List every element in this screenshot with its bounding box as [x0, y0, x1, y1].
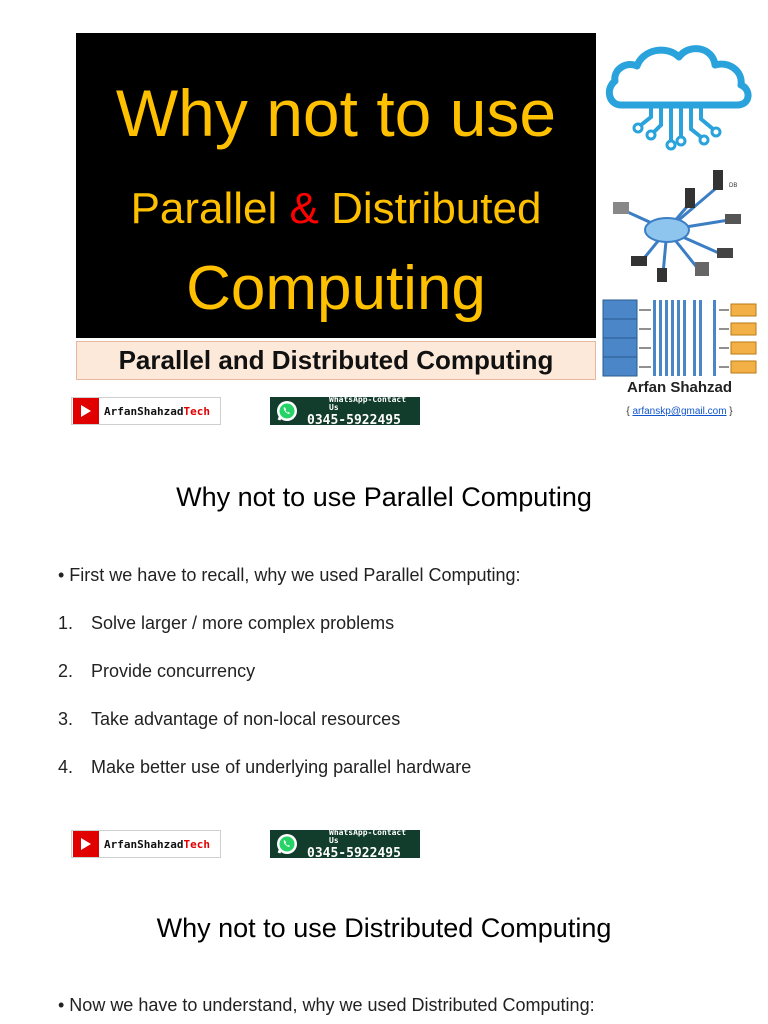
whatsapp-number: 0345-5922495 — [307, 412, 401, 428]
youtube-channel-badge[interactable] — [71, 830, 221, 858]
section2-bullet: • Now we have to understand, why we used Distributed Computing: — [58, 995, 595, 1015]
youtube-name-part2: Tech — [183, 404, 210, 418]
list-item-number: 3. — [58, 709, 74, 729]
email-open-brace: { — [626, 406, 633, 417]
section2-heading: Why not to use Distributed Computing — [156, 913, 612, 943]
whatsapp-contact-badge[interactable] — [270, 394, 420, 428]
email-close-brace: } — [726, 406, 733, 417]
youtube-name-part1: ArfanShahzad — [104, 837, 184, 851]
hero-title-line2 — [76, 184, 596, 233]
youtube-channel-badge[interactable] — [71, 397, 221, 425]
youtube-name-part1: ArfanShahzad — [104, 404, 184, 418]
cloud-circuit-icon — [601, 33, 758, 158]
svg-text:DB: DB — [729, 183, 738, 189]
section1-bullet: • First we have to recall, why we used Parallel Computing: — [58, 565, 521, 585]
list-item-text: Take advantage of non-local resources — [91, 709, 401, 729]
list-item-number: 2. — [58, 661, 74, 681]
hero-ampersand: & — [289, 184, 319, 233]
youtube-play-icon — [73, 398, 99, 424]
whatsapp-text — [307, 396, 420, 427]
whatsapp-icon — [275, 832, 299, 856]
whatsapp-label: WhatsApp-Contact Us — [329, 827, 407, 845]
list-item-number: 4. — [58, 757, 74, 777]
whatsapp-text — [307, 829, 420, 860]
hero-line2-parallel: Parallel — [130, 184, 290, 233]
subtitle-bar: Parallel and Distributed Computing — [76, 341, 596, 380]
author-email-link[interactable]: arfanskp@gmail.com — [632, 406, 727, 417]
author-name: Arfan Shahzad — [626, 379, 732, 396]
list-item — [58, 661, 255, 682]
hero-title-line1: Why not to use — [115, 76, 557, 150]
list-item — [58, 709, 400, 730]
list-item — [58, 757, 471, 778]
section1-heading: Why not to use Parallel Computing — [176, 482, 592, 512]
whatsapp-label: WhatsApp-Contact Us — [329, 394, 407, 412]
list-item — [58, 613, 394, 634]
youtube-channel-name — [104, 838, 210, 851]
list-item-text: Provide concurrency — [91, 661, 256, 681]
whatsapp-icon — [275, 399, 299, 423]
youtube-channel-name — [104, 405, 210, 418]
list-item-text: Make better use of underlying parallel hardware — [91, 757, 472, 777]
list-item-number: 1. — [58, 613, 74, 633]
youtube-play-icon — [73, 831, 99, 857]
youtube-name-part2: Tech — [183, 837, 210, 851]
title-slide — [76, 33, 596, 338]
hero-title-line3: Computing — [186, 254, 486, 323]
author-email-line — [601, 406, 758, 417]
list-item-text: Solve larger / more complex problems — [91, 613, 395, 633]
hero-line2-distributed: Distributed — [318, 184, 542, 233]
cpu-pipeline-icon — [601, 292, 758, 380]
whatsapp-number: 0345-5922495 — [307, 845, 401, 861]
network-diagram-icon — [601, 162, 758, 286]
whatsapp-contact-badge[interactable] — [270, 827, 420, 861]
